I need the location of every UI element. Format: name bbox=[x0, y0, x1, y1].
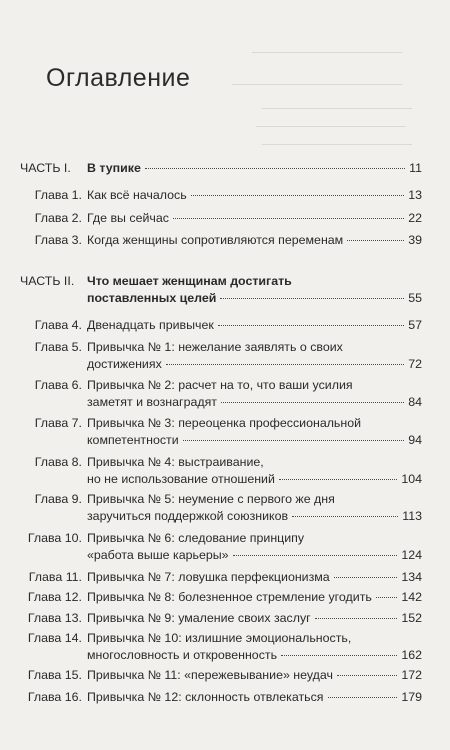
dot-leader bbox=[218, 325, 404, 326]
toc-page-number: 22 bbox=[408, 211, 422, 225]
toc-entry-title: В тупике bbox=[87, 161, 141, 175]
dot-leader bbox=[334, 577, 398, 578]
toc-entry-label: Глава 2. bbox=[34, 211, 82, 225]
dot-leader bbox=[376, 597, 397, 598]
dot-leader bbox=[347, 240, 404, 241]
toc-entry-title: Привычка № 9: умаление своих заслуг bbox=[87, 611, 311, 625]
toc-entry-title-line: Что мешает женщинам достигать bbox=[87, 274, 292, 288]
dot-leader bbox=[279, 479, 397, 480]
toc-entry-title-line: Привычка № 2: расчет на то, что ваши усилия bbox=[87, 378, 353, 392]
dot-leader bbox=[220, 298, 404, 299]
toc-entry-title-line: Привычка № 3: переоценка профессиональной bbox=[87, 416, 362, 430]
toc-entry-label: Глава 7. bbox=[34, 416, 82, 430]
toc-entry-label: Глава 9. bbox=[34, 492, 82, 506]
toc-entry-label: Глава 4. bbox=[34, 318, 82, 332]
toc-entry-label: ЧАСТЬ II. bbox=[20, 274, 75, 288]
toc-entry-label: ЧАСТЬ I. bbox=[20, 161, 71, 175]
toc-page-number: 162 bbox=[401, 648, 422, 662]
toc-entry-title: Как всё началось bbox=[87, 188, 187, 202]
toc-entry-label: Глава 16. bbox=[27, 690, 82, 704]
toc-page-number: 11 bbox=[409, 161, 422, 175]
page-title: Оглавление bbox=[46, 64, 191, 92]
dot-leader bbox=[315, 618, 398, 619]
toc-entry-title: Привычка № 7: ловушка перфекционизма bbox=[87, 570, 330, 584]
toc-page-number: 113 bbox=[402, 509, 422, 523]
toc-page-number: 39 bbox=[408, 233, 422, 247]
toc-page-number: 104 bbox=[401, 472, 422, 486]
toc-page-number: 55 bbox=[408, 291, 422, 305]
toc-entry-title: но не использование отношений bbox=[87, 472, 275, 486]
toc-page-number: 179 bbox=[401, 690, 422, 704]
toc-entry-label: Глава 14. bbox=[27, 631, 82, 645]
toc-entry-label: Глава 15. bbox=[27, 668, 82, 682]
toc-entry-label: Глава 6. bbox=[34, 378, 82, 392]
toc-page-number: 84 bbox=[408, 395, 422, 409]
toc-entry-title-line: Привычка № 6: следование принципу bbox=[87, 531, 305, 545]
dot-leader bbox=[337, 675, 397, 676]
toc-entry-title: Где вы сейчас bbox=[87, 211, 169, 225]
toc-page-number: 134 bbox=[401, 570, 422, 584]
toc-entry-title: Двенадцать привычек bbox=[87, 318, 214, 332]
dot-leader bbox=[328, 697, 398, 698]
dot-leader bbox=[166, 364, 404, 365]
toc-entry-title: Привычка № 12: склонность отвлекаться bbox=[87, 690, 324, 704]
toc-page-number: 152 bbox=[401, 611, 422, 625]
toc-page-number: 172 bbox=[401, 668, 422, 682]
dot-leader bbox=[145, 168, 405, 169]
toc-entry-title: заметят и вознаградят bbox=[87, 395, 217, 409]
toc-entry-title-line: Привычка № 5: неумение с первого же дня bbox=[87, 492, 335, 506]
toc-entry-title: Привычка № 8: болезненное стремление угодить bbox=[87, 590, 372, 604]
toc-entry-title-line: Привычка № 10: излишние эмоциональность, bbox=[87, 631, 352, 645]
toc-entry-title: заручиться поддержкой союзников bbox=[87, 509, 289, 523]
dot-leader bbox=[221, 402, 404, 403]
toc-entry-label: Глава 13. bbox=[27, 611, 82, 625]
toc-entry-title: многословность и откровенность bbox=[87, 648, 278, 662]
dot-leader bbox=[173, 218, 404, 219]
dot-leader bbox=[191, 195, 405, 196]
toc-entry-title: достижениях bbox=[87, 357, 162, 371]
toc-entry-title-line: Привычка № 1: нежелание заявлять о своих bbox=[87, 340, 343, 354]
toc-entry-label: Глава 8. bbox=[34, 455, 82, 469]
toc-page-number: 13 bbox=[408, 188, 422, 202]
toc-page-number: 72 bbox=[408, 357, 422, 371]
toc-entry-label: Глава 12. bbox=[27, 590, 82, 604]
toc-entry-label: Глава 11. bbox=[28, 570, 82, 584]
dot-leader bbox=[281, 655, 397, 656]
toc-page-number: 94 bbox=[408, 433, 422, 447]
toc-entry-title: Привычка № 11: «пережевывание» неудач bbox=[87, 668, 333, 682]
toc-entry-label: Глава 3. bbox=[34, 233, 82, 247]
toc-page-number: 57 bbox=[408, 318, 422, 332]
toc-entry-title-line: Привычка № 4: выстраивание, bbox=[87, 455, 264, 469]
dot-leader bbox=[183, 440, 405, 441]
toc-entry-label: Глава 5. bbox=[34, 340, 82, 354]
toc-page-number: 142 bbox=[401, 590, 422, 604]
toc-entry-title: Когда женщины сопротивляются переменам bbox=[87, 233, 344, 247]
toc-entry-title: компетентности bbox=[87, 433, 179, 447]
toc-entry-label: Глава 10. bbox=[27, 531, 82, 545]
dot-leader bbox=[292, 516, 398, 517]
toc-entry-title: поставленных целей bbox=[87, 291, 217, 305]
toc-page-number: 124 bbox=[401, 548, 422, 562]
toc-entry-title: «работа выше карьеры» bbox=[87, 548, 229, 562]
dot-leader bbox=[233, 555, 398, 556]
toc-entry-label: Глава 1. bbox=[34, 188, 82, 202]
